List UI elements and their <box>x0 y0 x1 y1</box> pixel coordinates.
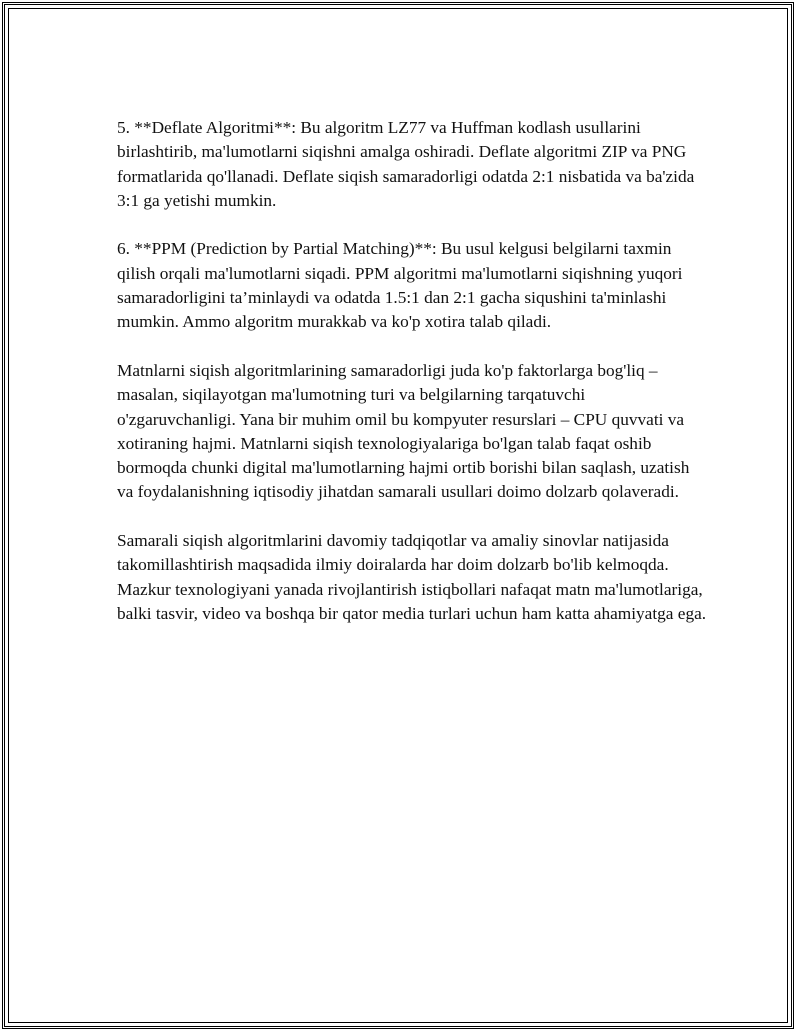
paragraph-efficiency-factors: Matnlarni siqish algoritmlarining samaradorligi juda ko'p faktorlarga bog'liq – masalan, siqilayotgan ma'lumotning turi va belgilarning tarqatuvchi o'zgaruvchanligi. Yana bir muhim omil bu kompyuter resurslari – CPU quvvati va xotiraning hajmi. Matnlarni siqish texnologiyalariga bo'lgan talab faqat oshib bormoqda chunki digital ma'lumotlarning hajmi ortib borishi bilan saqlash, uzatish va foydalanishning iqtisodiy jihatdan samarali usullari doimo dolzarb qolaveradi. <box>117 360 690 502</box>
document-body <box>117 116 707 651</box>
paragraph-research-outlook: Samarali siqish algoritmlarini davomiy tadqiqotlar va amaliy sinovlar natijasida takomillashtirish maqsadida ilmiy doiralarda har doim dolzarb bo'lib kelmoqda. Mazkur texnologiyani yanada rivojlantirish istiqbollari nafaqat matn ma'lumotlariga, balki tasvir, video va boshqa bir qator media turlari uchun ham katta ahamiyatga ega. <box>117 531 707 623</box>
paragraph-ppm: 6. **PPM (Prediction by Partial Matching)**: Bu usul kelgusi belgilarni taxmin qilish orqali ma'lumotlarni siqadi. PPM algoritmi ma'lumotlarni siqishning yuqori samaradorligini ta’minlaydi va odatda 1.5:1 dan 2:1 gacha siqushini ta'minlashi mumkin. Ammo algoritm murakkab va ko'p xotira talab qiladi. <box>117 239 683 332</box>
paragraph-deflate: 5. **Deflate Algoritmi**: Bu algoritm LZ77 va Huffman kodlash usullarini birlashtirib, ma'lumotlarni siqishni amalga oshiradi. Deflate algoritmi ZIP va PNG formatlarida qo'llanadi. Deflate siqish samaradorligi odatda 2:1 nisbatida va ba'zida 3:1 ga yetishi mumkin. <box>117 118 695 210</box>
